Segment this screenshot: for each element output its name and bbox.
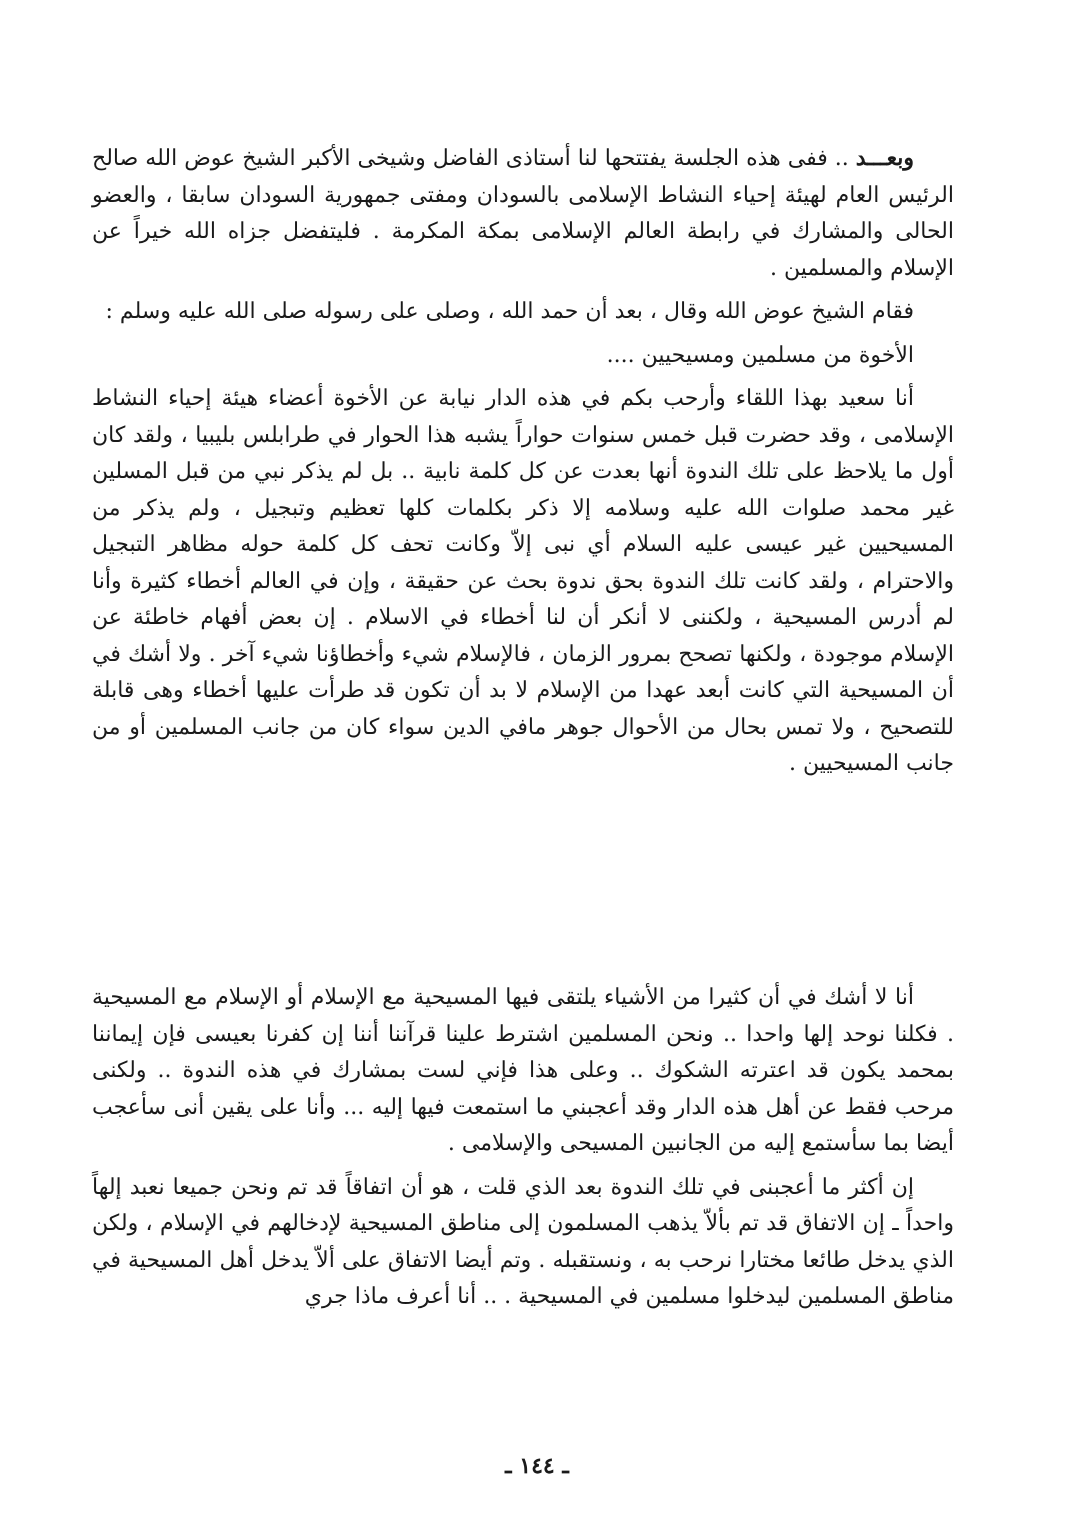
paragraph-common-ground: أنا لا أشك في أن كثيرا من الأشياء يلتقى فيها المسيحية مع الإسلام أو الإسلام مع المسيحية . فكلنا نوحد إلها واحدا .. ونحن المسلمين اشترط علينا قرآننا أننا إن كفرنا بعيسى فإن إيماننا بمحمد يكون قد اعترته الشكوك .. وعلى هذا فإني لست بمشارك في هذه الندوة .. ولكنى مرحب فقط عن أهل هذه الدار وقد أعجبني ما استمعت فيها إليه ... وأنا على يقين أنى سأعجب أيضا بما سأستمع إليه من الجانبين المسيحى والإسلامى . bbox=[92, 985, 954, 1156]
page-number: ـ ١٤٤ ـ bbox=[505, 1453, 569, 1479]
paragraph-speech: أنا سعيد بهذا اللقاء وأرحب بكم في هذه الدار نيابة عن الأخوة أعضاء هيئة إحياء النشاط الإسلامى ، وقد حضرت قبل خمس سنوات حواراً يشبه هذا الحوار في طرابلس بليبيا ، ولقد كان أول ما يلاحظ على تلك الندوة أنها بعدت عن كل كلمة نابية .. بل لم يذكر نبي من قبل المسلين غير محمد صلوات الله عليه وسلامه إلا ذكر بكلمات كلها تعظيم وتبجيل ، ولم يذكر من المسيحيين غير عيسى عليه السلام أي نبى إلاّ وكانت تحف كل كلمة حوله مظاهر التبجيل والاحترام ، ولقد كانت تلك الندوة بحق ندوة بحث عن حقيقة ، وإن في العالم أخطاء كثيرة وأنا لم أدرس المسيحية ، ولكننى لا أنكر أن لنا أخطاء في الاسلام . إن بعض أفهام خاطئة عن الإسلام موجودة ، ولكنها تصحح بمرور الزمان ، فالإسلام شيء وأخطاؤنا شيء آخر . ولا أشك في أن المسيحية التي كانت أبعد عهدا من الإسلام لا بد أن تكون قد طرأت عليها أخطاء وهى قابلة للتصحيح ، ولا تمس بحال من الأحوال جوهر مافي الدين سواء كان من جانب المسلمين أو من جانب المسيحيين . bbox=[92, 386, 954, 776]
paragraph-opening bbox=[92, 140, 954, 287]
paragraph-text: .. ففى هذه الجلسة يفتتحها لنا أستاذى الفاضل وشيخى الأكبر الشيخ عوض الله صالح الرئيس العام لهيئة إحياء النشاط الإسلامى بالسودان ومفتى جمهورية السودان سابقا ، والعضو الحالى والمشارك في رابطة العالم الإسلامى بمكة المكرمة . فليتفضل جزاه الله خيراً عن الإسلام والمسلمين . bbox=[92, 146, 954, 281]
text-block-bottom bbox=[92, 980, 954, 1323]
opening-word: وبعـــد bbox=[855, 145, 914, 171]
paragraph-agreement: إن أكثر ما أعجبنى في تلك الندوة بعد الذي قلت ، هو أن اتفاقاً قد تم ونحن جميعا نعبد إلهاً واحداً ـ إن الاتفاق قد تم بألاّ يذهب المسلمون إلى مناطق المسيحية لإدخالهم في الإسلام ، ولكن الذي يدخل طائعا مختارا نرحب به ، ونستقبله . وتم أيضا الاتفاق على ألاّ يدخل أهل المسيحية في مناطق المسلمين ليدخلوا مسلمين في المسيحية . .. أنا أعرف ماذا جري bbox=[92, 1174, 954, 1309]
paragraph-greeting: الأخوة من مسلمين ومسيحيين .... bbox=[606, 342, 914, 368]
text-block-top bbox=[92, 140, 954, 790]
paragraph-sheikh-speaks: فقام الشيخ عوض الله وقال ، بعد أن حمد الله ، وصلى على رسوله صلى الله عليه وسلم : bbox=[105, 299, 914, 324]
